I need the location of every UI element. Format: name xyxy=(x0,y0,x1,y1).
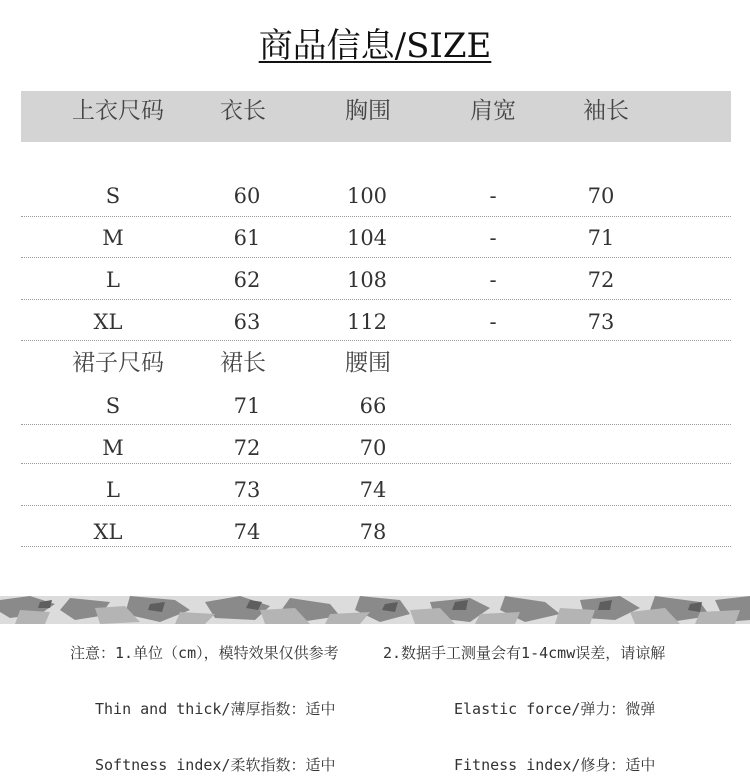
table-cell: 66 xyxy=(359,394,387,418)
table-cell: 72 xyxy=(587,268,615,292)
table-cell: 73 xyxy=(587,310,615,334)
row-divider xyxy=(21,424,731,425)
table-cell: 72 xyxy=(233,436,261,460)
table-cell: 112 xyxy=(346,310,388,334)
top-header-length: 衣长 xyxy=(220,98,266,124)
thickness-index: Thin and thick/薄厚指数：适中 xyxy=(95,700,336,718)
table-cell: 60 xyxy=(233,184,261,208)
table-cell: 70 xyxy=(587,184,615,208)
table-cell: L xyxy=(106,478,120,502)
table-cell: M xyxy=(102,436,124,460)
row-divider xyxy=(21,257,731,258)
row-divider xyxy=(21,340,731,341)
page-title: 商品信息/SIZE xyxy=(258,26,492,66)
table-cell: 71 xyxy=(233,394,261,418)
top-header-shoulder: 肩宽 xyxy=(470,98,516,124)
table-cell: L xyxy=(106,268,120,292)
table-cell: 73 xyxy=(233,478,261,502)
row-divider xyxy=(21,463,731,464)
note-unit: 注意：1.单位（cm），模特效果仅供参考 xyxy=(70,644,339,662)
top-header-size: 上衣尺码 xyxy=(72,98,164,124)
table-cell: 78 xyxy=(359,520,387,544)
table-cell: S xyxy=(105,184,121,208)
table-cell: 108 xyxy=(346,268,388,292)
table-cell: XL xyxy=(93,520,123,544)
table-cell: 62 xyxy=(233,268,261,292)
table-cell: 63 xyxy=(233,310,261,334)
table-cell: 100 xyxy=(346,184,388,208)
table-cell: 74 xyxy=(359,478,387,502)
softness-index: Softness index/柔软指数：适中 xyxy=(95,756,336,774)
table-cell: 74 xyxy=(233,520,261,544)
fitness-index: Fitness index/修身：适中 xyxy=(454,756,656,774)
table-cell: 61 xyxy=(233,226,261,250)
camouflage-divider-band xyxy=(0,596,750,624)
table-cell: 71 xyxy=(587,226,615,250)
table-cell: - xyxy=(489,226,497,250)
table-cell: 70 xyxy=(359,436,387,460)
row-divider xyxy=(21,546,731,547)
table-cell: XL xyxy=(93,310,123,334)
row-divider xyxy=(21,299,731,300)
top-header-sleeve: 袖长 xyxy=(583,98,629,124)
table-cell: - xyxy=(489,184,497,208)
skirt-header-length: 裙长 xyxy=(220,350,266,376)
row-divider xyxy=(21,216,731,217)
table-cell: - xyxy=(489,268,497,292)
table-cell: - xyxy=(489,310,497,334)
top-header-chest: 胸围 xyxy=(345,98,391,124)
note-error: 2.数据手工测量会有1-4cmw误差，请谅解 xyxy=(383,644,666,662)
elastic-index: Elastic force/弹力：微弹 xyxy=(454,700,656,718)
table-cell: M xyxy=(102,226,124,250)
table-cell: 104 xyxy=(346,226,388,250)
row-divider xyxy=(21,505,731,506)
table-cell: S xyxy=(105,394,121,418)
skirt-header-waist: 腰围 xyxy=(345,350,391,376)
skirt-header-size: 裙子尺码 xyxy=(72,350,164,376)
